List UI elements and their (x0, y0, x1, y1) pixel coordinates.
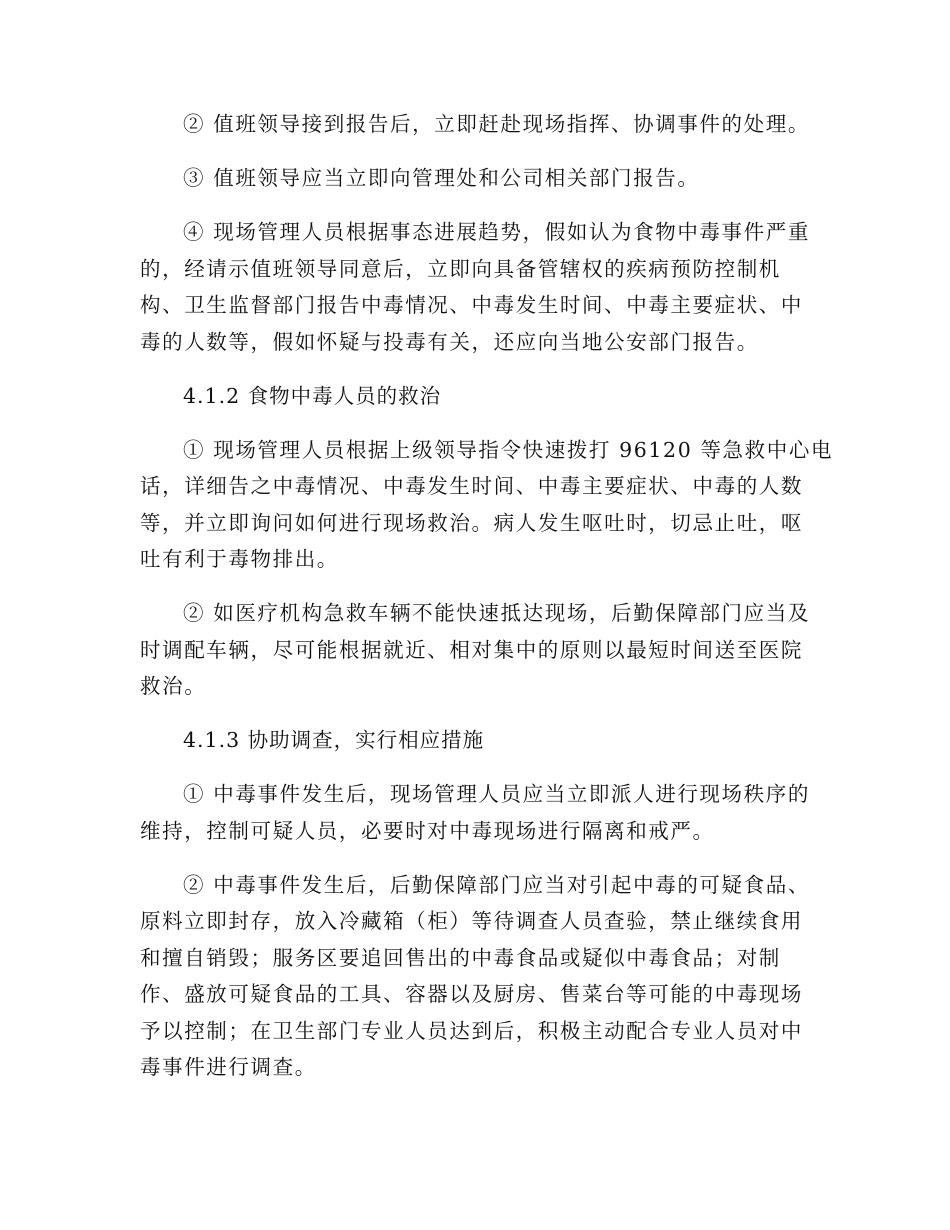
text-line: 原料立即封存，放入冷藏箱（柜）等待调查人员查验，禁止继续食用 (140, 909, 803, 933)
paragraph-item-2-seal-suspect-food (140, 867, 810, 1086)
text-line: 时调配车辆，尽可能根据就近、相对集中的原则以最短时间送至医院 (140, 637, 803, 662)
text-line: 的，经请示值班领导同意后，立即向具备管辖权的疾病预防控制机 (140, 256, 781, 281)
text-line: 吐有利于毒物排出。 (140, 547, 339, 571)
text-line: 话，详细告之中毒情况、中毒发生时间、中毒主要症状、中毒的人数 (140, 474, 803, 498)
document-body (140, 106, 834, 1103)
text-line: 维持，控制可疑人员，必要时对中毒现场进行隔离和戒严。 (140, 818, 715, 843)
text-line: ① 现场管理人员根据上级领导指令快速拨打 96120 等急救中心电 (183, 437, 834, 462)
paragraph-item-2-dispatch-vehicle (140, 595, 810, 705)
text-line: 作、盛放可疑食品的工具、容器以及厨房、售菜台等可能的中毒现场 (140, 982, 803, 1006)
text-line: ② 如医疗机构急救车辆不能快速抵达现场，后勤保障部门应当及 (183, 601, 810, 625)
section-heading-4-1-3 (140, 722, 810, 759)
text-line: ① 中毒事件发生后，现场管理人员应当立即派人进行现场秩序的 (183, 782, 810, 806)
text-line: 和擅自销毁；服务区要追回售出的中毒食品或疑似中毒食品；对制 (140, 945, 781, 970)
text-line: ③ 值班领导应当立即向管理处和公司相关部门报告。 (183, 166, 700, 190)
text-line: ② 中毒事件发生后，后勤保障部门应当对引起中毒的可疑食品、 (183, 872, 810, 897)
text-line: ④ 现场管理人员根据事态进展趋势，假如认为食物中毒事件严重 (183, 220, 810, 244)
heading-text: 4.1.2 食物中毒人员的救治 (183, 383, 442, 408)
text-line: 救治。 (140, 674, 207, 698)
text-line: 予以控制；在卫生部门专业人员达到后，积极主动配合专业人员对中 (140, 1018, 803, 1043)
text-line: 等，并立即询问如何进行现场救治。病人发生呕吐时，切忌止吐，呕 (140, 510, 803, 535)
text-line: 构、卫生监督部门报告中毒情况、中毒发生时间、中毒主要症状、中 (140, 293, 803, 317)
section-heading-4-1-2 (140, 378, 810, 415)
paragraph-item-3-report-to-management (140, 160, 810, 197)
text-line: 毒的人数等，假如怀疑与投毒有关，还应向当地公安部门报告。 (140, 329, 759, 354)
paragraph-item-2-duty-leader-on-site (140, 106, 810, 143)
text-line: ② 值班领导接到报告后，立即赶赴现场指挥、协调事件的处理。 (183, 112, 810, 136)
heading-text: 4.1.3 协助调查，实行相应措施 (183, 728, 485, 752)
paragraph-item-4-report-to-authorities (140, 214, 810, 360)
text-line: 毒事件进行调查。 (140, 1055, 317, 1079)
paragraph-item-1-maintain-order (140, 776, 810, 849)
paragraph-item-1-call-emergency (140, 432, 834, 578)
